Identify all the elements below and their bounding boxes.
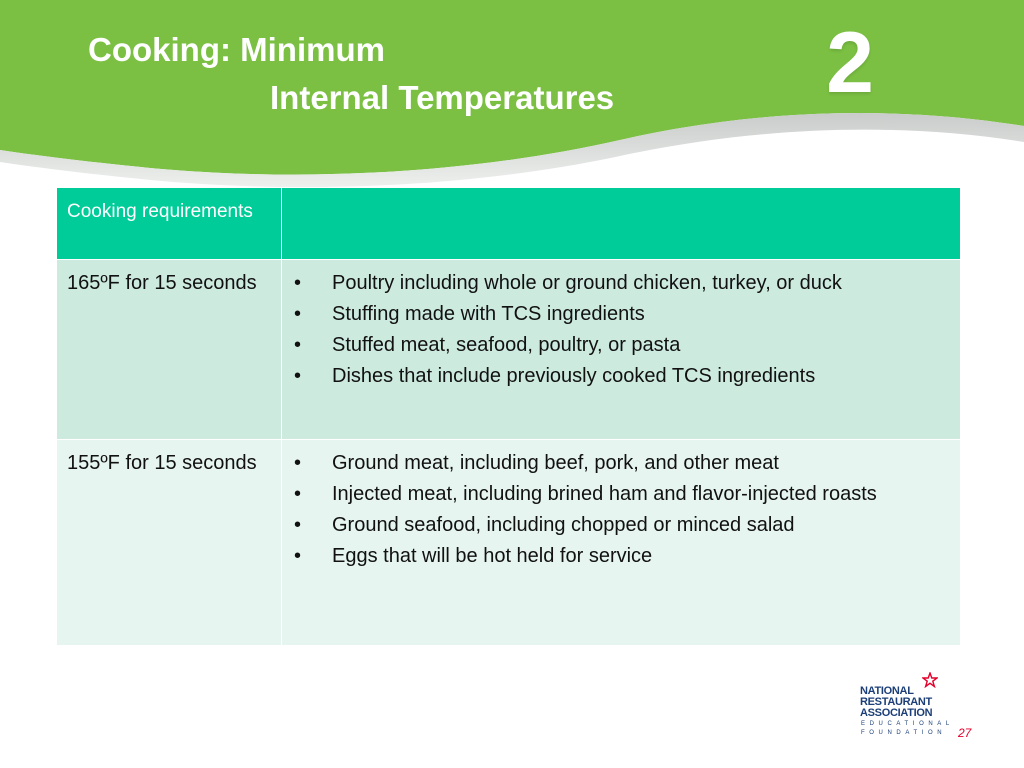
header-foods xyxy=(282,188,961,260)
food-item-text: Stuffed meat, seafood, poultry, or pasta xyxy=(332,334,681,356)
header-cooking-requirements: Cooking requirements xyxy=(57,188,282,260)
logo-text-national: NATIONAL xyxy=(860,685,914,697)
list-item xyxy=(292,361,950,392)
logo-text-restaurant: RESTAURANT xyxy=(860,696,932,708)
bullet-icon: • xyxy=(294,303,302,325)
food-list xyxy=(292,448,950,572)
food-item-text: Dishes that include previously cooked TCS ingredients xyxy=(332,365,816,387)
logo-text-foundation: FOUNDATION xyxy=(861,730,947,736)
table-row xyxy=(57,260,961,440)
food-item-text: Stuffing made with TCS ingredients xyxy=(332,303,645,325)
page-number: 27 xyxy=(958,726,972,740)
list-item xyxy=(292,510,950,541)
food-item-text: Ground meat, including beef, pork, and other meat xyxy=(332,452,779,474)
requirement-cell: 155ºF for 15 seconds xyxy=(57,440,282,646)
list-item xyxy=(292,541,950,572)
food-item-text: Poultry including whole or ground chicken, turkey, or duck xyxy=(332,272,842,294)
bullet-icon: • xyxy=(294,514,302,536)
list-item xyxy=(292,330,950,361)
food-item-text: Injected meat, including brined ham and flavor-injected roasts xyxy=(332,483,877,505)
table-row xyxy=(57,440,961,646)
table-header-row xyxy=(57,188,961,260)
requirement-cell: 165ºF for 15 seconds xyxy=(57,260,282,440)
food-item-text: Ground seafood, including chopped or minced salad xyxy=(332,514,795,536)
list-item xyxy=(292,479,950,510)
food-item-text: Eggs that will be hot held for service xyxy=(332,545,653,567)
list-item xyxy=(292,299,950,330)
foods-cell xyxy=(282,440,961,646)
slide-title-line-2: Internal Temperatures xyxy=(270,79,615,116)
foods-cell xyxy=(282,260,961,440)
nra-foundation-logo xyxy=(860,672,954,738)
bullet-icon: • xyxy=(294,545,302,567)
bullet-icon: • xyxy=(294,452,302,474)
slide-title-line-1: Cooking: Minimum xyxy=(88,31,385,68)
logo-text-association: ASSOCIATION xyxy=(860,707,933,719)
cooking-temperatures-table xyxy=(56,187,961,646)
bullet-icon: • xyxy=(294,365,302,387)
list-item xyxy=(292,268,950,299)
star-icon xyxy=(922,672,938,688)
bullet-icon: • xyxy=(294,334,302,356)
bullet-icon: • xyxy=(294,483,302,505)
food-list xyxy=(292,268,950,392)
bullet-icon: • xyxy=(294,272,302,294)
section-number: 2 xyxy=(826,15,874,111)
list-item xyxy=(292,448,950,479)
logo-text-educational: EDUCATIONAL xyxy=(861,721,954,727)
